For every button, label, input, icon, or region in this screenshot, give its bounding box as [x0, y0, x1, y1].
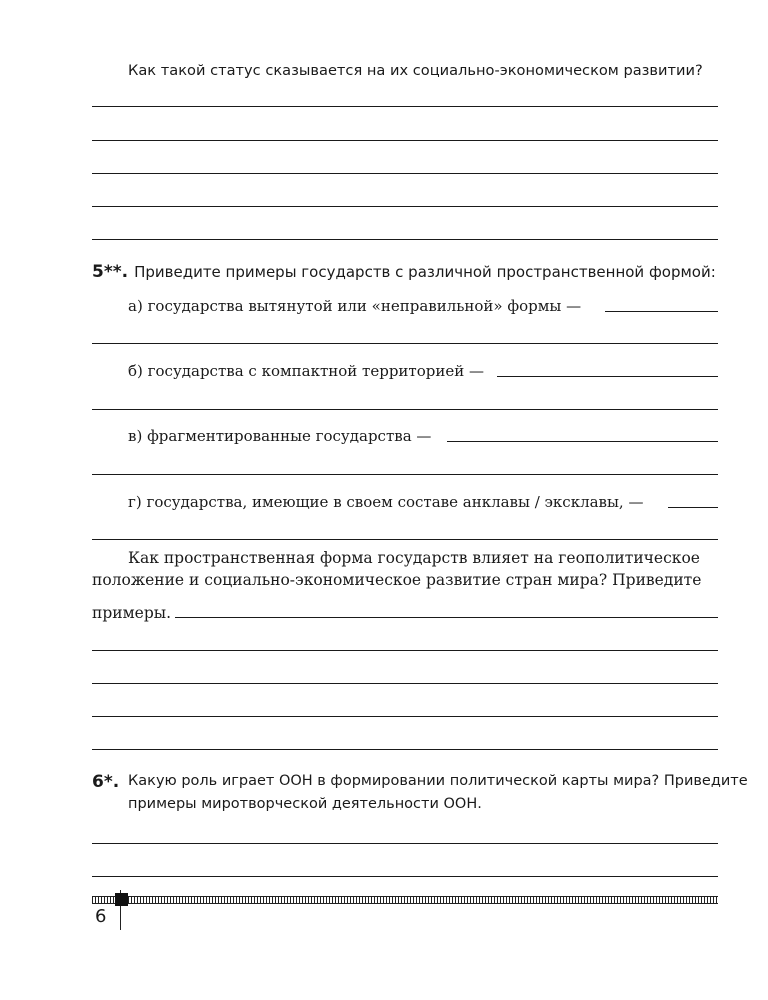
question-5-item-b: б) государства с компактной территорией —	[128, 362, 485, 380]
answer-line[interactable]	[92, 683, 718, 684]
question-6-number: 6*.	[92, 772, 120, 792]
footer-marker-square	[115, 893, 128, 906]
answer-line[interactable]	[92, 343, 718, 344]
answer-line[interactable]	[92, 539, 718, 540]
question-5-item-d: г) государства, имеющие в своем составе анклавы / эксклавы, —	[128, 493, 644, 511]
question-6-text-line-2: примеры миротворческой деятельности ООН.	[128, 796, 482, 812]
answer-line[interactable]	[668, 507, 718, 508]
question-5-item-a: а) государства вытянутой или «неправильной» формы —	[128, 297, 582, 315]
answer-line[interactable]	[92, 749, 718, 750]
answer-line[interactable]	[175, 617, 718, 618]
question-5-item-c: в) фрагментированные государства —	[128, 427, 432, 445]
answer-line[interactable]	[92, 239, 718, 240]
answer-line[interactable]	[92, 140, 718, 141]
answer-line[interactable]	[92, 474, 718, 475]
page-number: 6	[95, 906, 107, 927]
question-6-heading	[92, 772, 125, 792]
answer-line[interactable]	[92, 650, 718, 651]
answer-line[interactable]	[92, 106, 718, 107]
question-6-text-line-1: Какую роль играет ООН в формировании политической карты мира? Приведите	[128, 773, 748, 789]
top-question: Как такой статус сказывается на их социально-экономическом развитии?	[128, 62, 703, 79]
question-5-heading	[92, 262, 716, 282]
answer-line[interactable]	[92, 876, 718, 877]
question-5-followup-line-2: положение и социально-экономическое развитие стран мира? Приведите	[92, 571, 702, 589]
question-5-followup-line-3: примеры.	[92, 604, 171, 622]
answer-line[interactable]	[92, 173, 718, 174]
answer-line[interactable]	[92, 206, 718, 207]
question-5-number: 5**.	[92, 262, 129, 282]
footer-divider	[92, 896, 718, 904]
answer-line[interactable]	[447, 441, 718, 442]
answer-line[interactable]	[92, 409, 718, 410]
question-5-text: Приведите примеры государств с различной пространственной формой:	[134, 263, 716, 281]
question-5-followup-line-1: Как пространственная форма государств влияет на геополитическое	[128, 549, 700, 567]
answer-line[interactable]	[92, 843, 718, 844]
answer-line[interactable]	[605, 311, 718, 312]
answer-line[interactable]	[92, 716, 718, 717]
answer-line[interactable]	[497, 376, 718, 377]
